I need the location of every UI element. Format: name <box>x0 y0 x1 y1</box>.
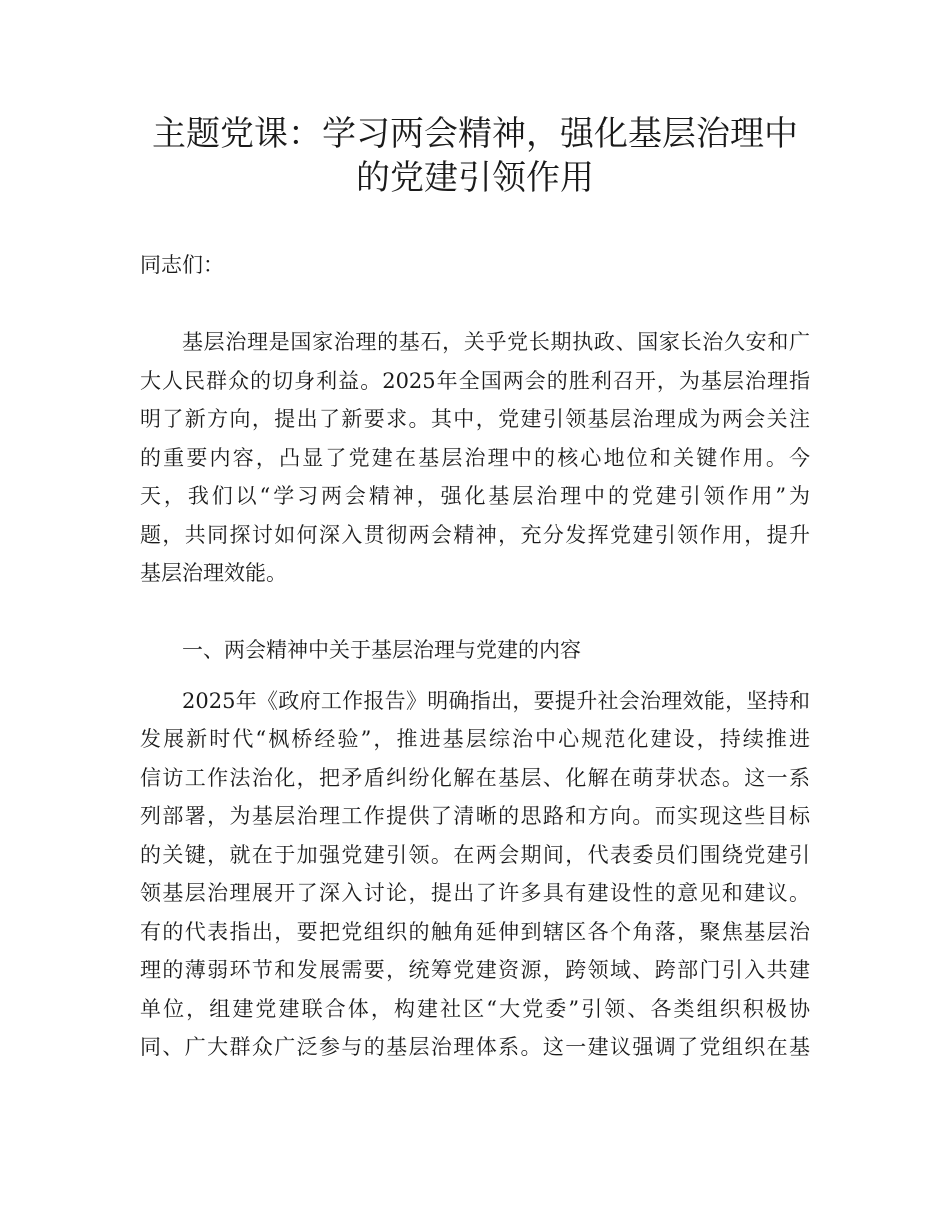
paragraph-line: 明了新方向，提出了新要求。其中，党建引领基层治理成为两会关注 <box>140 407 810 431</box>
paragraph-line: 题，共同探讨如何深入贯彻两会精神，充分发挥党建引领作用，提升 <box>140 522 810 547</box>
paragraph-line: 同、广大群众广泛参与的基层治理体系。这一建议强调了党组织在基 <box>140 1035 810 1059</box>
paragraph-line: 基层治理效能。 <box>140 561 287 585</box>
paragraph-line: 有的代表指出，要把党组织的触角延伸到辖区各个角落，聚焦基层治 <box>140 919 810 944</box>
title-line-1: 主题党课：学习两会精神，强化基层治理中 <box>152 114 798 154</box>
paragraph-line: 2025年《政府工作报告》明确指出，要提升社会治理效能，坚持和 <box>182 688 810 713</box>
paragraph-line: 信访工作法治化，把矛盾纠纷化解在基层、化解在萌芽状态。这一系 <box>140 765 810 790</box>
paragraph-line: 天，我们以“学习两会精神，强化基层治理中的党建引领作用”为 <box>140 484 810 508</box>
document-body <box>140 246 810 1067</box>
paragraph-intro <box>140 323 810 593</box>
paragraph-line: 大人民群众的切身利益。2025年全国两会的胜利召开，为基层治理指 <box>140 368 810 393</box>
salutation: 同志们： <box>140 253 224 277</box>
paragraph-line: 的关键，就在于加强党建引领。在两会期间，代表委员们围绕党建引 <box>140 842 810 867</box>
title-line-2: 的党建引领作用 <box>356 158 594 198</box>
paragraph-line: 列部署，为基层治理工作提供了清晰的思路和方向。而实现这些目标 <box>140 804 810 828</box>
paragraph-section-1 <box>140 682 810 1067</box>
paragraph-line: 单位，组建党建联合体，构建社区“大党委”引领、各类组织积极协 <box>140 996 810 1021</box>
paragraph-line: 的重要内容，凸显了党建在基层治理中的核心地位和关键作用。今 <box>140 445 810 470</box>
section-heading <box>140 631 810 670</box>
paragraph-line: 基层治理是国家治理的基石，关乎党长期执政、国家长治久安和广 <box>182 330 810 354</box>
paragraph-line: 领基层治理展开了深入讨论，提出了许多具有建设性的意见和建议。 <box>140 881 810 905</box>
section-heading-text: 一、两会精神中关于基层治理与党建的内容 <box>182 638 581 662</box>
document-title <box>0 112 950 200</box>
paragraph-line: 发展新时代“枫桥经验”，推进基层综治中心规范化建设，持续推进 <box>140 727 810 751</box>
paragraph-line: 理的薄弱环节和发展需要，统筹党建资源，跨领域、跨部门引入共建 <box>140 958 810 982</box>
